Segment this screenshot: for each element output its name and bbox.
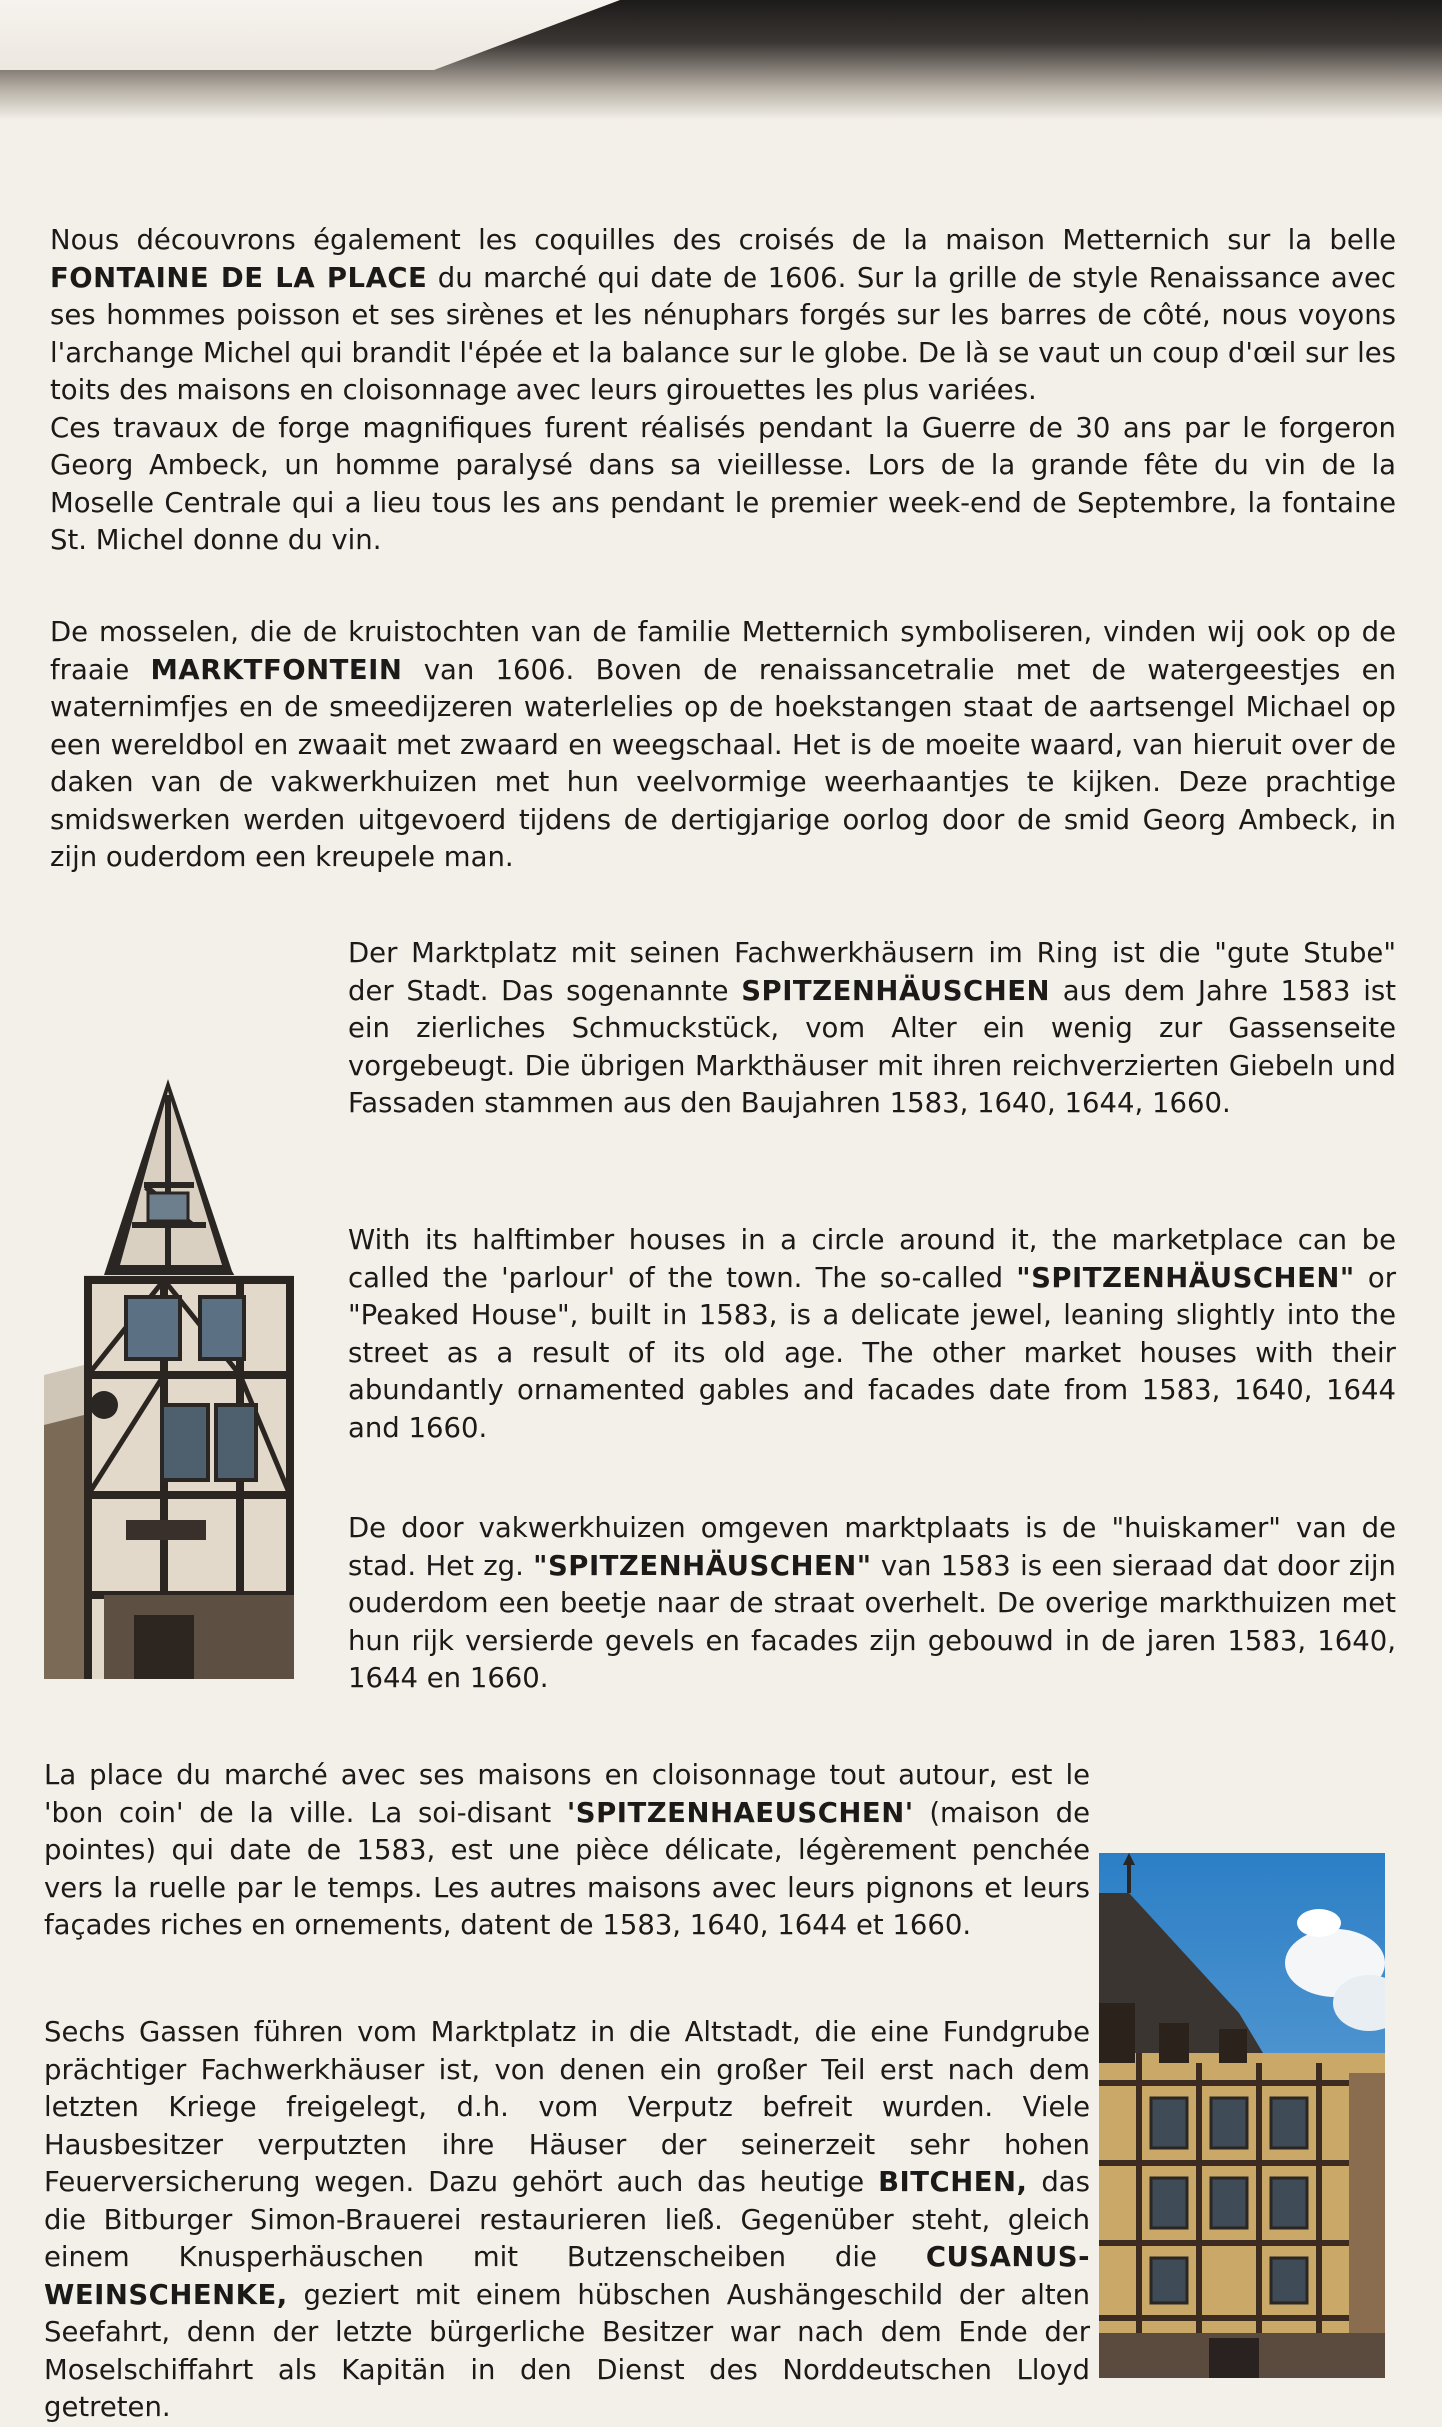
heading-spitzenhaeuschen-de: SPITZENHÄUSCHEN xyxy=(741,974,1051,1007)
heading-cusanus-weinschenke: CUSANUS-WEINSCHENKE, xyxy=(44,2241,1090,2311)
paragraph-dutch-fountain: De mosselen, die de kruistochten van de familie Metternich symboliseren, vinden wij ook op de fraaie MARKTFONTEIN van 1606. Boven de renaissancetralie met de watergeestjes en waternimfjes en de smeedijzeren waterlelies op de hoekstangen staat de aartsengel Michael op een wereldbol en zwaait met zwaard en weegschaal. Het is de moeite waard, van hieruit over de daken van de vakwerkhuizen met hun veelvormige weerhaantjes te kijken. Deze prachtige smidswerken werden uitgevoerd tijdens de dertigjarige oorlog door de smid Georg Ambeck, in zijn ouderdom een kreupele man. xyxy=(50,616,1397,873)
heading-marktfontein: MARKTFONTEIN xyxy=(150,653,403,686)
paragraph-french-place-du-marche: La place du marché avec ses maisons en cloisonnage tout autour, est le 'bon coin' de la ville. La soi-disant 'SPITZENHAEUSCHEN' (maison de pointes) qui date de 1583, est une pièce délicate, légèrement penchée vers la ruelle par le temps. Les autres maisons avec leurs pignons et leurs façades riches en ornements, datent de 1583, 1640, 1644 et 1660. xyxy=(44,1759,1090,1941)
paragraph-dutch-marktplaats: De door vakwerkhuizen omgeven marktplaats is de "huiskamer" van de stad. Het zg. "SPITZENHÄUSCHEN" van 1583 is een sieraad dat door zijn ouderdom een beetje naar de straat overhelt. De overige markthuizen met hun rijk versierde gevels en facades zijn gebouwd in de jaren 1583, 1640, 1644 en 1660. xyxy=(348,1512,1396,1694)
paragraph-english-marketplace: With its halftimber houses in a circle around it, the marketplace can be called the 'parlour' of the town. The so-called "SPITZENHÄUSCHEN" or "Peaked House", built in 1583, is a delicate jewel, leaning slightly into the street as a result of its old age. The other market houses with their abundantly ornamented gables and facades date from 1583, 1640, 1644 and 1660. xyxy=(348,1224,1396,1444)
page-top-shadow xyxy=(0,0,1442,120)
paragraph-french-fountain: Nous découvrons également les coquilles des croisés de la maison Metternich sur la belle FONTAINE DE LA PLACE du marché qui date de 1606. Sur la grille de style Renaissance avec ses hommes poisson et ses sirènes et les nénuphars forgés sur les barres de côté, nous voyons l'archange Michel qui brandit l'épée et la balance sur le globe. De là se vaut un coup d'œil sur les toits des maisons en cloisonnage avec leurs girouettes les plus variées. Ces travaux de forge magnifiques furent réalisés pendant la Guerre de 30 ans par le forgeron Georg Ambeck, un homme paralysé dans sa vieillesse. Lors de la grande fête du vin de la Moselle Centrale qui a lieu tous les ans pendant le premier week-end de Septembre, la fontaine St. Michel donne du vin. xyxy=(50,224,1396,556)
paragraph-german-gassen: Sechs Gassen führen vom Marktplatz in die Altstadt, die eine Fundgrube prächtiger Fachwerkhäuser ist, von denen ein großer Teil erst nach dem letzten Kriege freigelegt, d.h. vom Verputz befreit wurden. Viele Hausbesitzer verputzten ihre Häuser der seinerzeit sehr hohen Feuerversicherung wegen. Dazu gehört auch das heutige BITCHEN, das die Bitburger Simon-Brauerei restaurieren ließ. Gegenüber steht, gleich einem Knusperhäuschen mit Butzenscheiben die CUSANUS-WEINSCHENKE, geziert mit einem hübschen Aushängeschild der alten Seefahrt, denn der letzte bürgerliche Besitzer war nach dem Ende der Moselschiffahrt als Kapitän in den Dienst des Norddeutschen Lloyd getreten. xyxy=(44,2016,1090,2423)
heading-fontaine-de-la-place: FONTAINE DE LA PLACE xyxy=(50,261,428,294)
heading-bitchen: BITCHEN, xyxy=(878,2166,1028,2198)
photo-half-timber-house xyxy=(1099,1853,1385,2378)
paragraph-german-marktplatz: Der Marktplatz mit seinen Fachwerkhäusern im Ring ist die "gute Stube" der Stadt. Das sogenannte SPITZENHÄUSCHEN aus dem Jahre 1583 ist ein zierliches Schmuckstück, vom Alter ein wenig zur Gassenseite vorgebeugt. Die übrigen Markthäuser mit ihren reichverzierten Giebeln und Fassaden stammen aus den Baujahren 1583, 1640, 1644, 1660. xyxy=(348,937,1396,1119)
page-corner-fold xyxy=(0,0,620,70)
photo-spitzenhaeuschen xyxy=(44,1075,294,1679)
heading-spitzenhaeuschen-nl: "SPITZENHÄUSCHEN" xyxy=(533,1549,872,1582)
heading-spitzenhaeuschen-en: "SPITZENHÄUSCHEN" xyxy=(1016,1261,1355,1294)
heading-spitzenhaeuschen-fr: 'SPITZENHAEUSCHEN' xyxy=(566,1796,914,1829)
